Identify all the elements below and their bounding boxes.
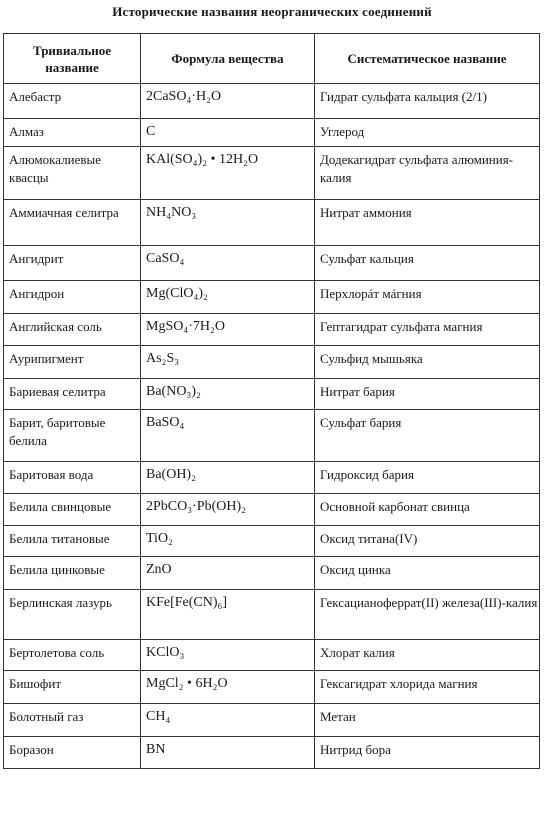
cell-trivial-name: Белила цинковые <box>4 557 141 590</box>
cell-systematic-name: Гидроксид бария <box>315 462 540 494</box>
cell-systematic-name: Гексацианоферрат(II) железа(III)-калия <box>315 590 540 640</box>
table-body <box>4 84 540 769</box>
cell-systematic-name: Основной карбонат свинца <box>315 494 540 526</box>
table-row <box>4 147 540 200</box>
compounds-table <box>3 33 540 769</box>
table-row <box>4 119 540 147</box>
cell-trivial-name: Бишофит <box>4 671 141 704</box>
cell-trivial-name: Берлинская лазурь <box>4 590 141 640</box>
cell-trivial-name: Болотный газ <box>4 704 141 737</box>
cell-systematic-name: Нитрат аммония <box>315 200 540 246</box>
table-row <box>4 462 540 494</box>
cell-systematic-name: Сульфид мышьяка <box>315 346 540 379</box>
cell-formula: Mg(ClO₄)₂ <box>141 281 315 314</box>
cell-trivial-name: Барит, баритовые белила <box>4 410 141 462</box>
table-row <box>4 526 540 557</box>
table-row <box>4 200 540 246</box>
cell-formula: Ba(OH)₂ <box>141 462 315 494</box>
cell-systematic-name: Нитрид бора <box>315 737 540 769</box>
cell-trivial-name: Аурипигмент <box>4 346 141 379</box>
table-header-row <box>4 34 540 84</box>
cell-trivial-name: Ангидрит <box>4 246 141 281</box>
cell-formula: Ba(NO₃)₂ <box>141 379 315 410</box>
cell-formula: 2PbCO₃·Pb(OH)₂ <box>141 494 315 526</box>
cell-systematic-name: Оксид цинка <box>315 557 540 590</box>
table-row <box>4 379 540 410</box>
cell-trivial-name: Боразон <box>4 737 141 769</box>
cell-systematic-name: Сульфат кальция <box>315 246 540 281</box>
cell-trivial-name: Алмаз <box>4 119 141 147</box>
column-header-trivial-name: Тривиальное название <box>4 34 141 84</box>
column-header-systematic-name: Систематическое название <box>315 34 540 84</box>
cell-formula: KFe[Fe(CN)₆] <box>141 590 315 640</box>
page-title: Исторические названия неорганических соединений <box>112 4 432 19</box>
cell-trivial-name: Аммиачная селитра <box>4 200 141 246</box>
cell-trivial-name: Английская соль <box>4 314 141 346</box>
table-row <box>4 494 540 526</box>
cell-formula: C <box>141 119 315 147</box>
cell-formula: KClO₃ <box>141 640 315 671</box>
cell-systematic-name: Сульфат бария <box>315 410 540 462</box>
cell-systematic-name: Оксид титана(IV) <box>315 526 540 557</box>
cell-formula: KAl(SO₄)₂ • 12H₂O <box>141 147 315 200</box>
cell-systematic-name: Метан <box>315 704 540 737</box>
table-row <box>4 346 540 379</box>
cell-trivial-name: Бариевая селитра <box>4 379 141 410</box>
cell-trivial-name: Алюмокалиевые квасцы <box>4 147 141 200</box>
table-row <box>4 314 540 346</box>
cell-trivial-name: Бертолетова соль <box>4 640 141 671</box>
cell-formula: BaSO₄ <box>141 410 315 462</box>
cell-formula: ZnO <box>141 557 315 590</box>
cell-systematic-name: Хлорат калия <box>315 640 540 671</box>
cell-formula: BN <box>141 737 315 769</box>
cell-formula: MgCl₂ • 6H₂O <box>141 671 315 704</box>
table-row <box>4 671 540 704</box>
cell-formula: As₂S₃ <box>141 346 315 379</box>
cell-trivial-name: Белила титановые <box>4 526 141 557</box>
cell-systematic-name: Гидрат сульфата кальция (2/1) <box>315 84 540 119</box>
table-row <box>4 410 540 462</box>
table-row <box>4 246 540 281</box>
column-header-formula: Формула вещества <box>141 34 315 84</box>
cell-trivial-name: Баритовая вода <box>4 462 141 494</box>
cell-formula: 2CaSO₄·H₂O <box>141 84 315 119</box>
cell-systematic-name: Нитрат бария <box>315 379 540 410</box>
table-row <box>4 281 540 314</box>
cell-systematic-name: Перхлорáт мáгния <box>315 281 540 314</box>
cell-trivial-name: Белила свинцовые <box>4 494 141 526</box>
cell-systematic-name: Гептагидрат сульфата магния <box>315 314 540 346</box>
cell-systematic-name: Углерод <box>315 119 540 147</box>
table-row <box>4 640 540 671</box>
table-row <box>4 704 540 737</box>
cell-formula: MgSO₄·7H₂O <box>141 314 315 346</box>
table-row <box>4 737 540 769</box>
cell-systematic-name: Додекагидрат сульфата алюминия-калия <box>315 147 540 200</box>
table-row <box>4 557 540 590</box>
table-row <box>4 590 540 640</box>
cell-systematic-name: Гексагидрат хлорида магния <box>315 671 540 704</box>
cell-formula: NH₄NO₃ <box>141 200 315 246</box>
table-row <box>4 84 540 119</box>
cell-formula: CaSO₄ <box>141 246 315 281</box>
cell-formula: CH₄ <box>141 704 315 737</box>
cell-formula: TiO₂ <box>141 526 315 557</box>
cell-trivial-name: Алебастр <box>4 84 141 119</box>
cell-trivial-name: Ангидрон <box>4 281 141 314</box>
